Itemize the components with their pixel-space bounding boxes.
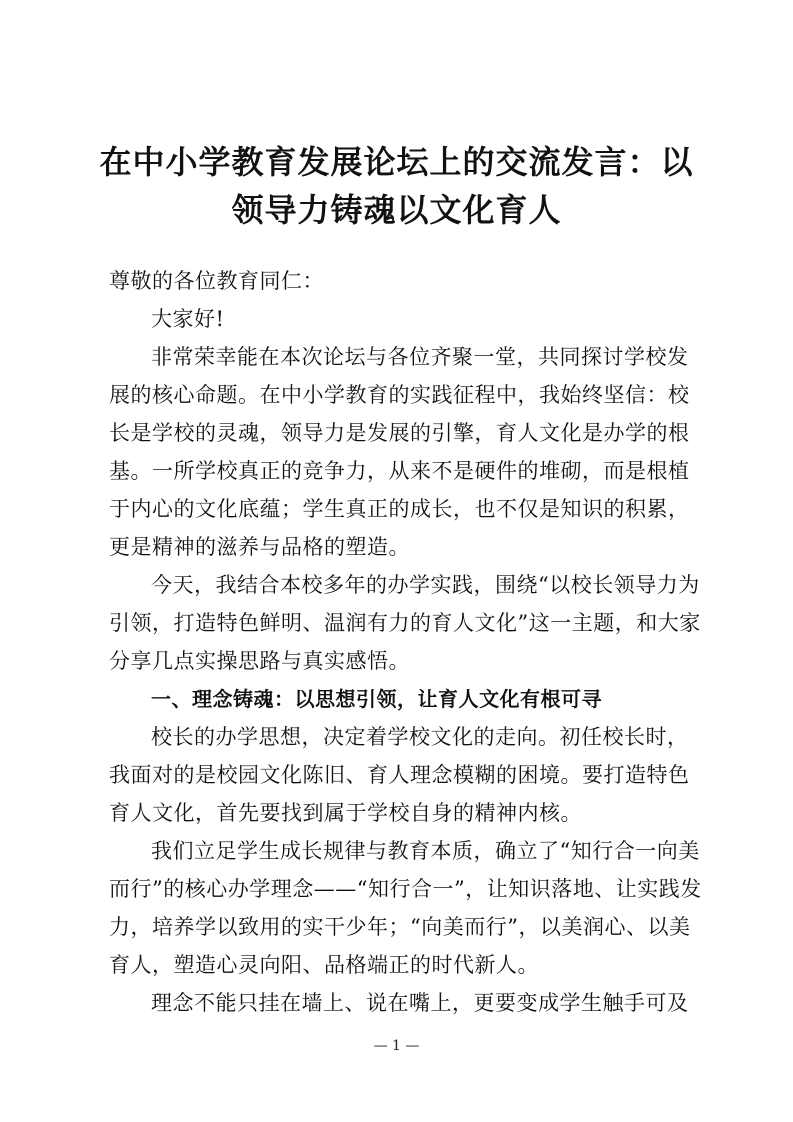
text-line: 引领，打造特色鲜明、温润有力的育人文化”这一主题，和大家 — [109, 611, 701, 635]
document-title — [60, 138, 733, 234]
title-line-1: 在中小学教育发展论坛上的交流发言：以 — [99, 143, 694, 181]
text-line: 而行”的核心办学理念——“知行合一”，让知识落地、让实践发 — [109, 877, 702, 901]
text-line: 育人，塑造心灵向阳、品格端正的时代新人。 — [109, 953, 539, 977]
text-line: 基。一所学校真正的竞争力，从来不是硬件的堆砌，而是根植 — [109, 459, 690, 483]
text-line: 理念不能只挂在墙上、说在嘴上，更要变成学生触手可及 — [151, 991, 689, 1015]
text-line: 我们立足学生成长规律与教育本质，确立了“知行合一向美 — [151, 839, 700, 863]
text-line: 展的核心命题。在中小学教育的实践征程中，我始终坚信：校 — [109, 383, 690, 407]
title-line-2: 领导力铸魂以文化育人 — [231, 191, 562, 229]
text-line: 分享几点实操思路与真实感悟。 — [109, 649, 410, 673]
text-line: 育人文化，首先要找到属于学校自身的精神内核。 — [109, 801, 582, 825]
text-line: 于内心的文化底蕴；学生真正的成长，也不仅是知识的积累， — [109, 497, 690, 521]
section-heading: 一、理念铸魂：以思想引领，让育人文化有根可寻 — [151, 687, 602, 711]
text-line: 今天，我结合本校多年的办学实践，围绕“以校长领导力为 — [151, 573, 700, 597]
document-body — [109, 262, 702, 1022]
text-line: 我面对的是校园文化陈旧、育人理念模糊的困境。要打造特色 — [109, 763, 690, 787]
text-line: 尊敬的各位教育同仁： — [109, 269, 324, 293]
text-line: 力，培养学以致用的实干少年；“向美而行”，以美润心、以美 — [109, 915, 691, 939]
text-line: 大家好! — [151, 307, 225, 331]
text-line: 校长的办学思想，决定着学校文化的走向。初任校长时， — [151, 725, 689, 749]
text-line: 更是精神的滋养与品格的塑造。 — [109, 535, 410, 559]
page-number: — 1 — — [373, 1038, 420, 1054]
text-line: 长是学校的灵魂，领导力是发展的引擎，育人文化是办学的根 — [109, 421, 690, 445]
text-line: 非常荣幸能在本次论坛与各位齐聚一堂，共同探讨学校发 — [151, 345, 689, 369]
